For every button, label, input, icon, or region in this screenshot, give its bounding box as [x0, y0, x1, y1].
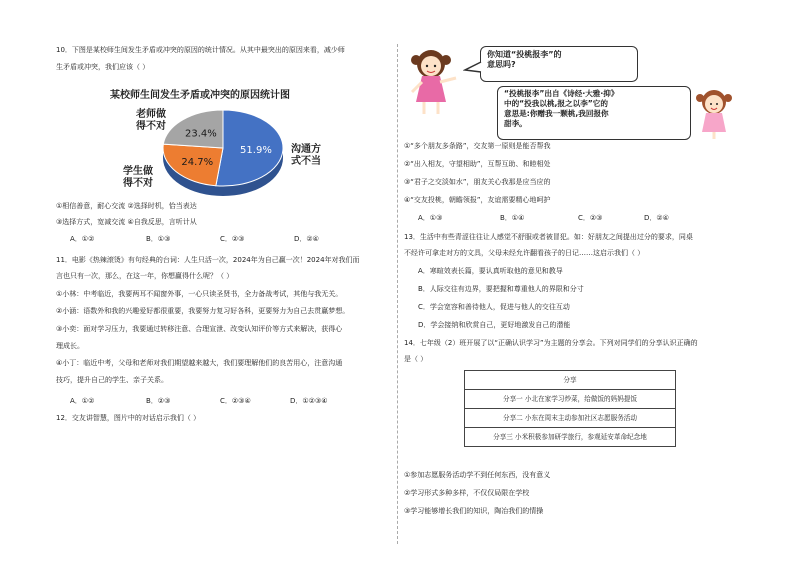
bubble1-tail — [463, 60, 483, 74]
q13-option-d: D．学会接纳和欣赏自己，更好地激发自己的潜能 — [418, 321, 571, 329]
q14-item-3: ③学习能够增长我们的知识，陶冶我们的情操 — [404, 507, 544, 515]
bubble2-line2: 中的“投我以桃,报之以李”它的 — [504, 98, 608, 108]
q11-item-3b: 理成长。 — [56, 342, 84, 350]
q14-stem-line2: 是（ ） — [404, 355, 428, 363]
q11-item-4a: ④小丁：临近中考，父母和老师对我们期望越来越大，我们要理解他们的良苦用心，注意沟通 — [56, 359, 343, 367]
table-header: 分享 — [465, 371, 676, 390]
pie-chart — [158, 104, 288, 204]
label-communication: 沟通方 式不当 — [291, 144, 321, 167]
table-row: 分享一 小北在家学习炒菜，给做饭的妈妈提饭 — [465, 390, 676, 409]
q10-stem-line2: 生矛盾或冲突，我们应该（ ） — [56, 63, 150, 71]
q12-option-4: ④“交友投桃，朝瞻领报”，友谊需要精心地呵护 — [404, 196, 551, 204]
q11-answer-c: C．②③④ — [220, 397, 251, 405]
q12-option-1: ①“多个朋友多条路”，交友第一原则是能否帮我 — [404, 142, 551, 150]
q11-item-2: ②小涵：语数外和我的兴趣爱好都很重要，我要努力复习好各科，更要努力为自己去贯赢梦想。 — [56, 307, 350, 315]
label-teacher: 老师做 得不对 — [136, 109, 166, 132]
q12-option-3: ③“君子之交淡如水”，朋友关心我那是应当应的 — [404, 178, 551, 186]
q12-stem: 12．交友讲智慧，图片中的对话启示我们（ ） — [56, 414, 201, 422]
q14-item-1: ①参加志愿服务活动学不到任何东西，没有意义 — [404, 471, 551, 479]
q10-stem-line1: 10．下图是某校师生间发生矛盾或冲突的原因的统计情况。从其中最突出的原因来看，减少师 — [56, 46, 345, 54]
q14-stem-line1: 14．七年级（2）班开展了以“正确认识学习”为主题的分享会。下列对同学们的分享认识正确的 — [404, 339, 698, 347]
q14-item-2: ②学习形式多种多样，不仅仅局限在学校 — [404, 489, 530, 497]
sharing-table — [464, 370, 676, 447]
column-divider — [397, 44, 398, 544]
pie-value-label: 24.7% — [181, 157, 214, 169]
q12-option-2: ②“出入相友，守望相助”，互帮互助、和睦相处 — [404, 160, 551, 168]
girl-illustration-left — [402, 44, 460, 118]
q13-stem-line2: 不经许可拿走对方的文具，父母未经允许翻看孩子的日记……这启示我们（ ） — [404, 249, 645, 257]
chart-title: 某校师生间发生矛盾或冲突的原因统计图 — [110, 90, 290, 101]
q13-stem-line1: 13．生活中有些青涩往往让人感觉不舒服或者被冒犯。如：好朋友之间提出过分的要求，同桌 — [404, 233, 693, 241]
girl-illustration-right — [692, 84, 736, 140]
q10-answer-d: D．②④ — [294, 235, 319, 243]
q11-stem-line1: 11．电影《热辣滚烫》有句经典的台词：人生只活一次，2024年为自己赢一次！2024年对我们而 — [56, 256, 360, 264]
q10-options-2: ③选择方式，宽减交流 ④自我反思，言听计从 — [56, 218, 197, 226]
q12-answer-c: C．②③ — [578, 214, 603, 222]
bubble2-line4: 甜李。 — [504, 118, 527, 128]
speech-bubble-question — [480, 46, 638, 82]
q12-answer-b: B．①④ — [500, 214, 525, 222]
q11-answer-d: D．①②③④ — [290, 397, 328, 405]
q11-item-4b: 技巧，提升自己的学生、亲子关系。 — [56, 376, 168, 384]
q12-answer-d: D．②④ — [644, 214, 669, 222]
q12-answer-a: A．①③ — [418, 214, 443, 222]
q11-stem-line2: 言也只有一次，那么，在这一年，你想赢得什么呢？（ ） — [56, 272, 234, 280]
q13-option-b: B．人际交往有边界，要把握和尊重他人的界限和分寸 — [418, 285, 584, 293]
label-student: 学生做 得不对 — [123, 166, 153, 189]
q11-answer-a: A．①② — [70, 397, 95, 405]
table-row: 分享二 小东在周末主动参加社区志愿服务活动 — [465, 409, 676, 428]
q13-option-a: A．寒暄效表长篇，要认真听取他的意见和教导 — [418, 267, 563, 275]
q10-answer-a: A．①② — [70, 235, 95, 243]
q11-answer-b: B．②③ — [146, 397, 171, 405]
q10-answer-b: B．①③ — [146, 235, 171, 243]
pie-value-label: 51.9% — [240, 145, 272, 157]
speech-bubble-answer — [497, 86, 691, 140]
q13-option-c: C．学会宽容和善待他人，促进与他人的交往互动 — [418, 303, 570, 311]
q10-answer-c: C．②③ — [220, 235, 245, 243]
bubble1-line2: 意思吗? — [487, 60, 516, 70]
bubble1-line1: 你知道“投桃报李”的 — [487, 50, 562, 59]
pie-value-label: 23.4% — [184, 128, 217, 140]
q11-item-3a: ③小奕：面对学习压力，我要通过转移注意、合理宣泄、改变认知评价等方式来解决，获得心 — [56, 325, 343, 333]
q11-item-1: ①小林：中考临近，我要两耳不闻窗外事，一心只读圣贤书，全力备战考试，其他与我无关。 — [56, 290, 343, 298]
bubble2-line3: 意思是:你赠我一颗桃,我回报你 — [504, 108, 609, 118]
table-row: 分享三 小米积极参加研学旅行，参观延安革命纪念地 — [465, 428, 676, 447]
bubble2-line1: “投桃报李”出自《诗经·大雅·抑》 — [504, 89, 619, 98]
q10-options-1: ①相信善意，耐心交流 ②选择时机，恰当表达 — [56, 202, 197, 210]
